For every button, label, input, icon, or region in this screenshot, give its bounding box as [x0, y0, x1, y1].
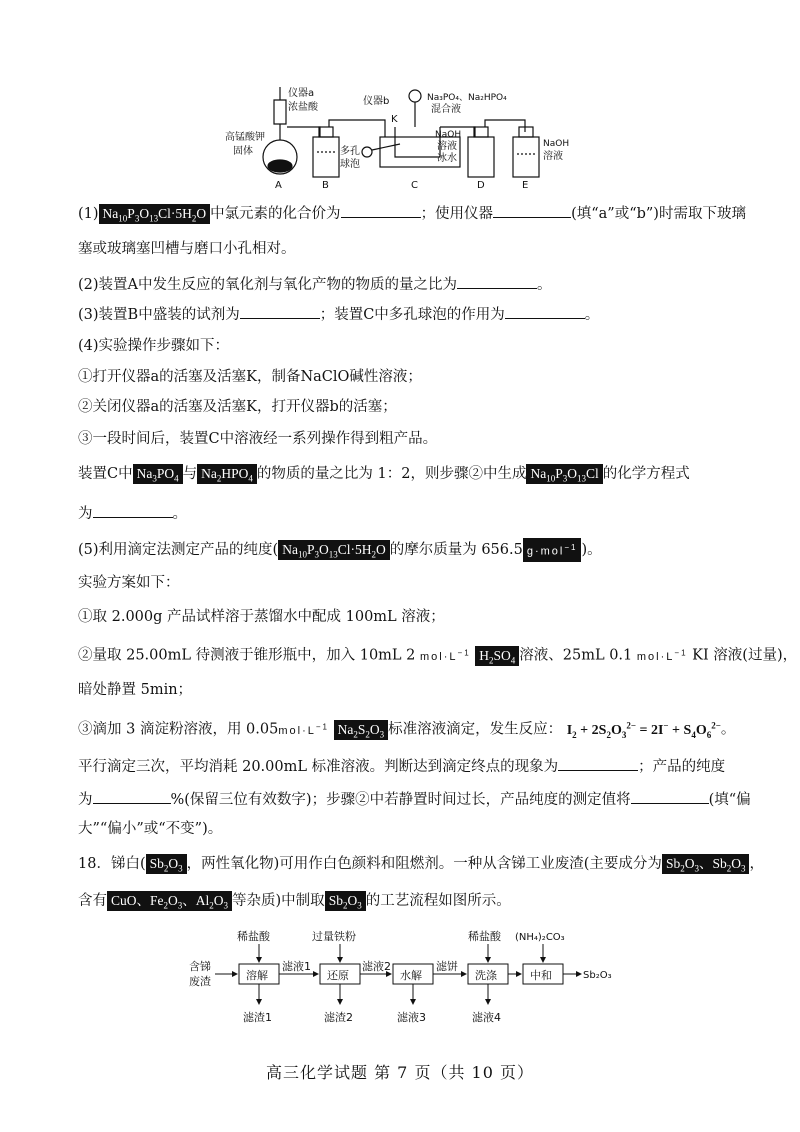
q5-s1: ①取 2.000g 产品试样溶于蒸馏水中配成 100mL 溶液；: [78, 609, 445, 625]
process-flow-diagram: [185, 928, 615, 1028]
letter-a: A: [275, 180, 282, 191]
label-naoh-sol: 溶液: [437, 141, 457, 152]
letter-e: E: [522, 180, 529, 191]
flow-arrow-label-2: 滤液2: [362, 960, 391, 973]
svg-text:中和: 中和: [530, 969, 552, 982]
flow-box-reduce: [320, 964, 360, 984]
label-porous-2: 球泡: [340, 159, 360, 170]
answer-blank[interactable]: [505, 304, 585, 319]
label-porous: 多孔: [340, 146, 360, 157]
answer-blank[interactable]: [93, 503, 173, 518]
flow-reagent-5: (NH₄)₂CO₃: [515, 932, 565, 943]
answer-blank[interactable]: [341, 203, 421, 218]
q5-s3: ③滴加 3 滴淀粉溶液，用 $0.05mol\cdot L^{-1}$ $Na_2S_2O_3$ 标准溶液滴定，发生反应： $I_2 + 2S_2O_3^{2-} = 2I^- + S_4O_6^{2-}$。: [78, 720, 736, 740]
flow-residue-3: 滤液3: [397, 1011, 426, 1024]
letter-d: D: [477, 180, 485, 191]
q5-para3: 大”“偏小”或“不变”)。: [78, 821, 223, 837]
answer-blank[interactable]: [631, 789, 709, 804]
answer-blank[interactable]: [93, 789, 171, 804]
label-instrument-b: 仪器b: [363, 96, 390, 107]
formula-chip: CuO、$Fe_2O_3$、$Al_2O_3$: [107, 891, 232, 911]
unit-chip: g·mol$^{-1}$: [523, 538, 582, 562]
apparatus-d: [468, 120, 525, 177]
q4-step1: ①打开仪器a的活塞及活塞K，制备NaClO碱性溶液；: [78, 369, 422, 385]
q4-title: (4)实验操作步骤如下：: [78, 338, 230, 354]
letter-b: B: [322, 180, 329, 191]
svg-text:溶解: 溶解: [246, 969, 268, 982]
letter-c: C: [411, 180, 418, 191]
label-kmno4-2: 固体: [233, 146, 253, 157]
formula-chip: $Na_{10}P_3O_{13}Cl$: [526, 464, 602, 484]
q5-para2: 为 %(保留三位有效数字)；步骤②中若静置时间过长，产品纯度的测定值将 (填“偏: [78, 789, 751, 810]
label-instrument-a: 仪器a: [288, 88, 315, 99]
apparatus-a: [263, 87, 320, 174]
formula-chip: $Na_2HPO_4$: [197, 464, 257, 484]
q18-line2: 含有 CuO、$Fe_2O_3$、$Al_2O_3$ 等杂质)中制取 $Sb_2O_3$ 的工艺流程如图所示。: [78, 893, 511, 911]
svg-text:还原: 还原: [327, 969, 349, 982]
page-footer: 高三化学试题 第 7 页（共 10 页）: [266, 1063, 534, 1082]
flow-feed-1: 含锑: [189, 960, 211, 973]
label-naoh: NaOH: [435, 130, 462, 140]
answer-blank[interactable]: [240, 304, 320, 319]
label-conc-hcl: 浓盐酸: [288, 102, 318, 113]
apparatus-diagram: [225, 82, 605, 192]
formula-chip: $Na_2S_2O_3$: [334, 720, 389, 740]
q2-line: (2)装置A中发生反应的氧化剂与氧化产物的物质的量之比为 。: [78, 274, 552, 295]
answer-blank[interactable]: [457, 274, 537, 289]
formula-chip: $Sb_2O_3$、$Sb_2O_3$: [662, 854, 750, 874]
label-mixture-2: 混合液: [431, 104, 461, 115]
formula-chip: $Na_{10}P_3O_{13}Cl\cdot 5H_2O$: [278, 540, 390, 560]
q4-step3: ③一段时间后，装置C中溶液经一系列操作得到粗产品。: [78, 431, 438, 447]
flow-reagent-1: 稀盐酸: [237, 930, 270, 943]
formula-chip: $Na_{10}P_3O_{13}Cl\cdot 5H_2O$: [99, 204, 211, 224]
q5-para1: 平行滴定三次，平均消耗 20.00mL 标准溶液。判断达到滴定终点的现象为 ；产品的纯度: [78, 756, 725, 777]
formula-chip: $Sb_2O_3$: [325, 891, 366, 911]
label-naoh-e: NaOH: [543, 139, 570, 149]
label-ice-water: 冰水: [437, 153, 457, 164]
q4-ratio: 装置C中 $Na_3PO_4$ 与 $Na_2HPO_4$ 的物质的量之比为 1：2，则步骤②中生成 $Na_{10}P_3O_{13}Cl$ 的化学方程式: [78, 466, 690, 484]
flow-box-dissolve: [239, 964, 279, 984]
unit-text: $mol\cdot L^{-1}$: [420, 648, 471, 663]
apparatus-e: [513, 127, 539, 177]
reaction-equation: $I_2 + 2S_2O_3^{2-} = 2I^- + S_4O_6^{2-}$: [566, 720, 721, 740]
formula-chip: $H_2SO_4$: [475, 646, 519, 666]
q5-line1: (5)利用滴定法测定产品的纯度( $Na_{10}P_3O_{13}Cl\cdot 5H_2O$ 的摩尔质量为 656.5 g·mol$^{-1}$ )。: [78, 538, 602, 562]
flow-reagent-2: 过量铁粉: [312, 930, 356, 943]
svg-text:水解: 水解: [400, 969, 422, 982]
q1-line1: (1) $Na_{10}P_3O_{13}Cl\cdot 5H_2O$ 中氯元素的化合价为 ；使用仪器 (填“a”或“b”)时需取下玻璃: [78, 203, 746, 224]
q18-line1: 18．锑白( $Sb_2O_3$ ，两性氧化物)可用作白色颜料和阻燃剂。一种从含锑工业废渣(主要成分为 $Sb_2O_3$、$Sb_2O_3$ ，: [78, 856, 764, 874]
answer-blank[interactable]: [558, 756, 638, 771]
q4-answer: 为 。: [78, 503, 187, 524]
label-naoh-e-2: 溶液: [543, 151, 563, 162]
q3-line: (3)装置B中盛装的试剂为 ；装置C中多孔球泡的作用为 。: [78, 304, 599, 325]
label-kmno4: 高锰酸钾: [225, 132, 265, 143]
flow-residue-1: 滤渣1: [243, 1011, 272, 1024]
q5-s2-line2: 暗处静置 5min；: [78, 682, 193, 698]
flow-reagent-4: 稀盐酸: [468, 930, 501, 943]
q4-step2: ②关闭仪器a的活塞及活塞K，打开仪器b的活塞；: [78, 399, 397, 415]
flow-arrow-label-3: 滤饼: [436, 960, 458, 973]
flow-residue-4: 滤液4: [472, 1011, 501, 1024]
flow-residue-2: 滤渣2: [324, 1011, 353, 1024]
label-mixture: Na₃PO₄、Na₂HPO₄: [427, 93, 507, 103]
unit-text: $mol\cdot L^{-1}$: [636, 648, 688, 663]
label-k: K: [391, 114, 398, 125]
flow-box-neutralize: [523, 964, 563, 984]
q1-line2: 塞或玻璃塞凹槽与磨口小孔相对。: [78, 241, 296, 257]
formula-chip: $Sb_2O_3$: [146, 854, 187, 874]
q5-s2: ②量取 25.00mL 待测液于锥形瓶中，加入 10mL 2 $mol\cdot L^{-1}$ $H_2SO_4$ 溶液、25mL 0.1 $mol\cdot L^{-1}$ KI 溶液(过量)，: [78, 647, 798, 666]
flow-feed-2: 废渣: [189, 975, 211, 988]
unit-text: $mol\cdot L^{-1}$: [278, 722, 329, 737]
flow-box-hydrolysis: [393, 964, 433, 984]
q5-scheme: 实验方案如下：: [78, 575, 180, 591]
svg-text:洗涤: 洗涤: [475, 969, 497, 982]
answer-blank[interactable]: [493, 203, 571, 218]
flow-product: Sb₂O₃: [583, 970, 612, 981]
flow-arrow-label-1: 滤液1: [282, 960, 311, 973]
flow-box-wash: [468, 964, 508, 984]
formula-chip: $Na_3PO_4$: [133, 464, 183, 484]
